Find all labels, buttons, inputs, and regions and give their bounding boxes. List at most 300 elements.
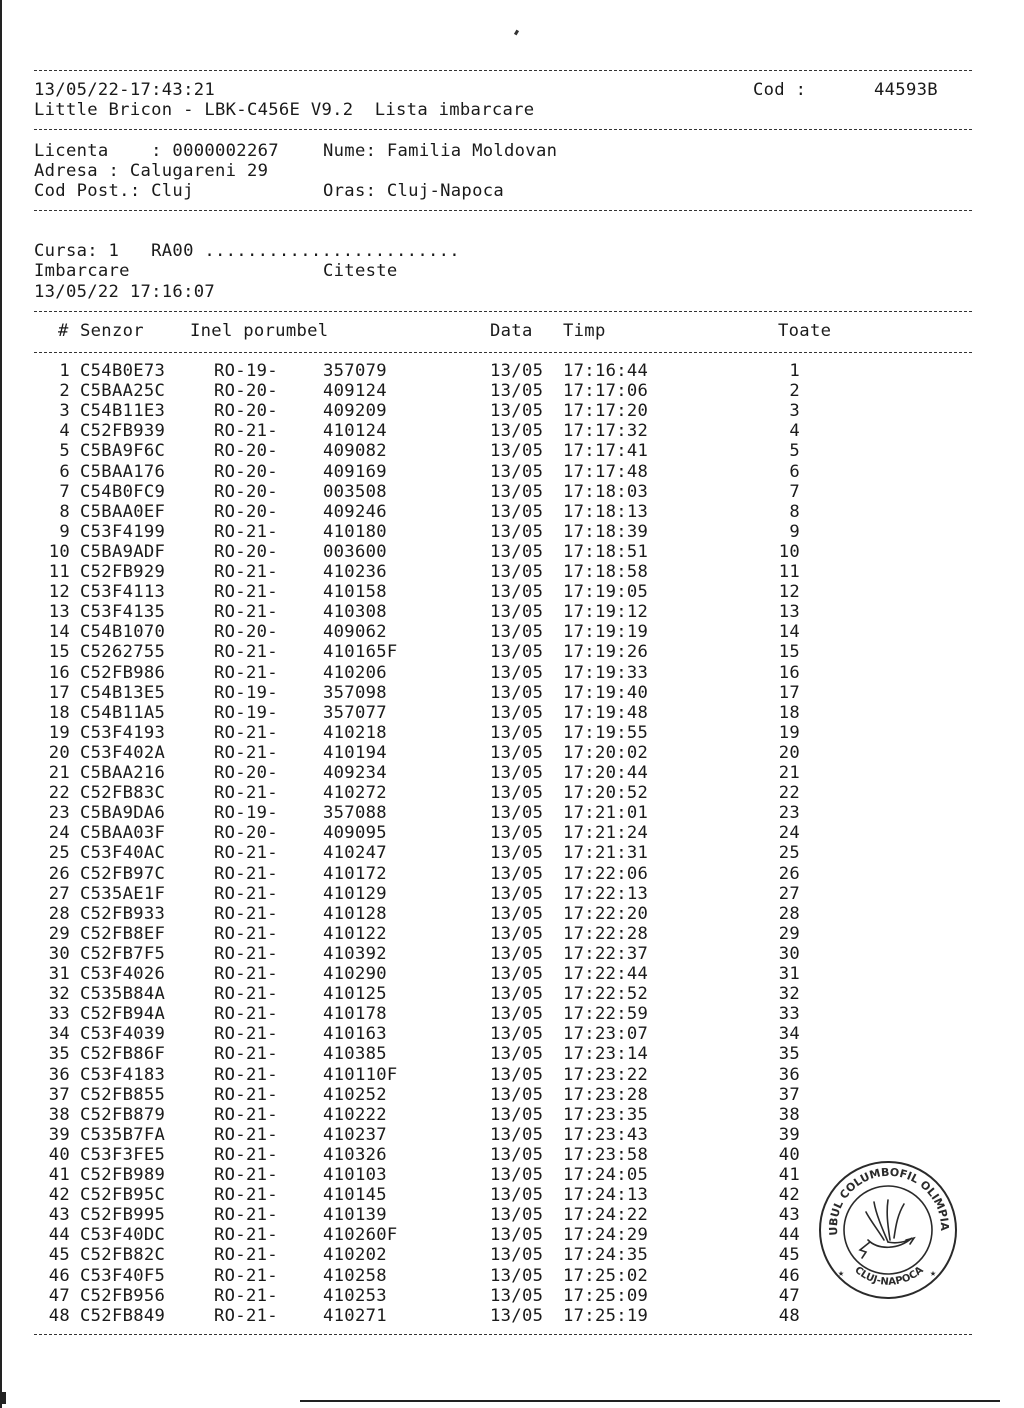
arrival-date: 13/05 — [490, 1305, 544, 1326]
arrival-time: 17:21:31 — [563, 843, 649, 864]
total-rank: 10 — [778, 541, 800, 562]
arrival-time: 17:17:41 — [563, 441, 649, 462]
separator — [34, 311, 972, 312]
table-row — [0, 562, 1024, 582]
total-rank: 26 — [778, 863, 800, 884]
row-index: 4 — [59, 421, 70, 442]
sensor-id: C5BA9DA6 — [80, 803, 166, 824]
row-index: 19 — [48, 722, 70, 743]
scan-speck — [514, 30, 519, 36]
row-index: 47 — [48, 1285, 70, 1306]
arrival-time: 17:25:02 — [563, 1265, 649, 1286]
stamp-bottom-text: CLUJ-NAPOCA — [852, 1264, 926, 1288]
ring-prefix: RO-19- — [214, 702, 278, 723]
ring-prefix: RO-21- — [214, 1004, 278, 1025]
total-rank: 30 — [778, 943, 800, 964]
arrival-date: 13/05 — [490, 783, 544, 804]
total-rank: 22 — [778, 783, 800, 804]
arrival-date: 13/05 — [490, 1144, 544, 1165]
ring-number: 409082 — [323, 441, 387, 462]
ring-prefix: RO-21- — [214, 1165, 278, 1185]
ring-number: 409209 — [323, 401, 387, 422]
arrival-date: 13/05 — [490, 722, 544, 743]
ring-prefix: RO-20- — [214, 541, 278, 562]
ring-prefix: RO-21- — [214, 642, 278, 663]
row-index: 23 — [48, 803, 70, 824]
arrival-date: 13/05 — [490, 763, 544, 783]
total-rank: 31 — [778, 964, 800, 984]
ring-number: 410145 — [323, 1185, 387, 1206]
arrival-date: 13/05 — [490, 1084, 544, 1105]
arrival-time: 17:18:03 — [563, 481, 649, 502]
sensor-id: C5BAA176 — [80, 461, 166, 482]
arrival-date: 13/05 — [490, 883, 544, 904]
total-rank: 37 — [778, 1084, 800, 1105]
table-row — [0, 864, 1024, 884]
arrival-date: 13/05 — [490, 863, 544, 884]
ring-number: 410178 — [323, 1004, 387, 1025]
row-index: 36 — [48, 1064, 70, 1085]
arrival-time: 17:23:28 — [563, 1084, 649, 1105]
row-index: 10 — [48, 541, 70, 562]
table-row — [0, 1105, 1024, 1125]
arrival-time: 17:22:13 — [563, 883, 649, 904]
arrival-date: 13/05 — [490, 361, 544, 381]
col-header-timp: Timp — [563, 321, 606, 341]
arrival-time: 17:18:58 — [563, 562, 649, 582]
arrival-date: 13/05 — [490, 984, 544, 1005]
arrival-date: 13/05 — [490, 682, 544, 703]
ring-prefix: RO-20- — [214, 441, 278, 462]
arrival-time: 17:22:59 — [563, 1004, 649, 1025]
ring-prefix: RO-21- — [214, 1024, 278, 1045]
scan-edge-bottom — [300, 1400, 1000, 1402]
arrival-date: 13/05 — [490, 1285, 544, 1306]
ring-prefix: RO-21- — [214, 1265, 278, 1286]
total-rank: 32 — [778, 984, 800, 1005]
arrival-time: 17:22:52 — [563, 984, 649, 1005]
arrival-date: 13/05 — [490, 823, 544, 844]
total-rank: 7 — [789, 481, 800, 502]
arrival-date: 13/05 — [490, 1265, 544, 1286]
arrival-time: 17:21:01 — [563, 803, 649, 824]
total-rank: 45 — [778, 1245, 800, 1266]
sensor-id: C53F4039 — [80, 1024, 166, 1045]
row-index: 20 — [48, 742, 70, 763]
row-index: 31 — [48, 964, 70, 984]
arrival-date: 13/05 — [490, 1124, 544, 1145]
table-row — [0, 783, 1024, 803]
ring-number: 410180 — [323, 521, 387, 542]
arrival-time: 17:22:20 — [563, 903, 649, 924]
sensor-id: C54B0E73 — [80, 361, 166, 381]
total-rank: 25 — [778, 843, 800, 864]
sensor-id: C54B11E3 — [80, 401, 166, 422]
ring-prefix: RO-20- — [214, 763, 278, 783]
table-row — [0, 1085, 1024, 1105]
table-row — [0, 1044, 1024, 1064]
stamp-top-text: UBUL COLUMBOFIL OLIMPIA — [826, 1165, 952, 1236]
arrival-time: 17:25:19 — [563, 1305, 649, 1326]
ring-prefix: RO-21- — [214, 843, 278, 864]
postal-code: Cod Post.: Cluj — [34, 181, 194, 201]
arrival-date: 13/05 — [490, 1205, 544, 1226]
sensor-id: C53F40F5 — [80, 1265, 166, 1286]
arrival-time: 17:19:12 — [563, 602, 649, 623]
sensor-id: C5BAA03F — [80, 823, 166, 844]
table-row — [0, 441, 1024, 461]
total-rank: 47 — [778, 1285, 800, 1306]
row-index: 12 — [48, 582, 70, 603]
table-row — [0, 542, 1024, 562]
table-row — [0, 763, 1024, 783]
total-rank: 5 — [789, 441, 800, 462]
ring-number: 357077 — [323, 702, 387, 723]
total-rank: 48 — [778, 1305, 800, 1326]
sensor-id: C53F40AC — [80, 843, 166, 864]
licenta: Licenta : 0000002267 — [34, 141, 279, 161]
ring-prefix: RO-21- — [214, 421, 278, 442]
sensor-id: C52FB956 — [80, 1285, 166, 1306]
ring-number: 409234 — [323, 763, 387, 783]
row-index: 27 — [48, 883, 70, 904]
row-index: 40 — [48, 1144, 70, 1165]
total-rank: 39 — [778, 1124, 800, 1145]
ring-number: 410165F — [323, 642, 398, 663]
race-datetime: 13/05/22 17:16:07 — [34, 282, 216, 302]
ring-number: 410139 — [323, 1205, 387, 1226]
total-rank: 18 — [778, 702, 800, 723]
total-rank: 15 — [778, 642, 800, 663]
arrival-time: 17:18:13 — [563, 501, 649, 522]
arrival-time: 17:17:06 — [563, 381, 649, 402]
ring-number: 410392 — [323, 943, 387, 964]
total-rank: 13 — [778, 602, 800, 623]
row-index: 6 — [59, 461, 70, 482]
table-row — [0, 944, 1024, 964]
row-index: 33 — [48, 1004, 70, 1025]
ring-prefix: RO-21- — [214, 1144, 278, 1165]
table-row — [0, 622, 1024, 642]
cod-value: 44593B — [874, 80, 938, 100]
row-index: 7 — [59, 481, 70, 502]
ring-number: 410163 — [323, 1024, 387, 1045]
sensor-id: C54B13E5 — [80, 682, 166, 703]
arrival-time: 17:19:19 — [563, 622, 649, 643]
row-index: 18 — [48, 702, 70, 723]
row-index: 9 — [59, 521, 70, 542]
row-index: 16 — [48, 662, 70, 683]
ring-prefix: RO-20- — [214, 622, 278, 643]
sensor-id: C52FB879 — [80, 1104, 166, 1125]
sensor-id: C52FB855 — [80, 1084, 166, 1105]
table-row — [0, 1024, 1024, 1044]
arrival-date: 13/05 — [490, 562, 544, 582]
arrival-date: 13/05 — [490, 501, 544, 522]
row-index: 44 — [48, 1225, 70, 1246]
arrival-time: 17:20:52 — [563, 783, 649, 804]
arrival-date: 13/05 — [490, 943, 544, 964]
arrival-date: 13/05 — [490, 622, 544, 643]
ring-prefix: RO-21- — [214, 521, 278, 542]
sensor-id: C5BAA0EF — [80, 501, 166, 522]
arrival-time: 17:20:44 — [563, 763, 649, 783]
total-rank: 2 — [789, 381, 800, 402]
ring-number: 410236 — [323, 562, 387, 582]
sensor-id: C52FB929 — [80, 562, 166, 582]
ring-number: 357079 — [323, 361, 387, 381]
table-row — [0, 984, 1024, 1004]
row-index: 46 — [48, 1265, 70, 1286]
total-rank: 21 — [778, 763, 800, 783]
table-row — [0, 1125, 1024, 1145]
ring-prefix: RO-21- — [214, 923, 278, 944]
separator — [34, 129, 972, 130]
ring-number: 410128 — [323, 903, 387, 924]
total-rank: 38 — [778, 1104, 800, 1125]
ring-prefix: RO-20- — [214, 401, 278, 422]
arrival-date: 13/05 — [490, 803, 544, 824]
total-rank: 40 — [778, 1144, 800, 1165]
row-index: 38 — [48, 1104, 70, 1125]
table-row — [0, 843, 1024, 863]
cod-label: Cod : — [753, 80, 807, 100]
arrival-date: 13/05 — [490, 1044, 544, 1065]
ring-number: 410290 — [323, 964, 387, 984]
table-row — [0, 1065, 1024, 1085]
sensor-id: C53F4026 — [80, 964, 166, 984]
arrival-time: 17:23:43 — [563, 1124, 649, 1145]
arrival-date: 13/05 — [490, 843, 544, 864]
arrival-time: 17:19:05 — [563, 582, 649, 603]
arrival-date: 13/05 — [490, 1185, 544, 1206]
ring-number: 409095 — [323, 823, 387, 844]
arrival-date: 13/05 — [490, 923, 544, 944]
table-row — [0, 964, 1024, 984]
arrival-time: 17:22:37 — [563, 943, 649, 964]
ring-prefix: RO-20- — [214, 461, 278, 482]
ring-number: 410124 — [323, 421, 387, 442]
ring-number: 410237 — [323, 1124, 387, 1145]
row-index: 21 — [48, 763, 70, 783]
total-rank: 20 — [778, 742, 800, 763]
arrival-time: 17:18:51 — [563, 541, 649, 562]
arrival-date: 13/05 — [490, 1004, 544, 1025]
row-index: 35 — [48, 1044, 70, 1065]
ring-number: 409246 — [323, 501, 387, 522]
sensor-id: C5262755 — [80, 642, 166, 663]
ring-number: 003508 — [323, 481, 387, 502]
sensor-id: C5BAA216 — [80, 763, 166, 783]
total-rank: 16 — [778, 662, 800, 683]
row-index: 14 — [48, 622, 70, 643]
row-index: 32 — [48, 984, 70, 1005]
row-index: 24 — [48, 823, 70, 844]
ring-number: 410252 — [323, 1084, 387, 1105]
sensor-id: C53F4193 — [80, 722, 166, 743]
ring-number: 410258 — [323, 1265, 387, 1286]
stamp-svg — [816, 1158, 960, 1302]
row-index: 17 — [48, 682, 70, 703]
device-title: Little Bricon - LBK-C456E V9.2 Lista imbarcare — [34, 100, 535, 120]
ring-number: 410206 — [323, 662, 387, 683]
sensor-id: C5BAA25C — [80, 381, 166, 402]
ring-number: 409169 — [323, 461, 387, 482]
arrival-time: 17:22:06 — [563, 863, 649, 884]
total-rank: 11 — [778, 562, 800, 582]
table-row — [0, 663, 1024, 683]
table-row — [0, 904, 1024, 924]
sensor-id: C52FB97C — [80, 863, 166, 884]
sensor-id: C53F40DC — [80, 1225, 166, 1246]
city: Oras: Cluj-Napoca — [323, 181, 505, 201]
ring-number: 410110F — [323, 1064, 398, 1085]
separator — [34, 70, 972, 71]
arrival-time: 17:24:29 — [563, 1225, 649, 1246]
col-header-senzor: Senzor — [80, 321, 144, 341]
owner-address: Adresa : Calugareni 29 — [34, 161, 269, 181]
arrival-time: 17:17:32 — [563, 421, 649, 442]
ring-prefix: RO-21- — [214, 1305, 278, 1326]
ring-number: 410253 — [323, 1285, 387, 1306]
ring-number: 409124 — [323, 381, 387, 402]
sensor-id: C535AE1F — [80, 883, 166, 904]
arrival-time: 17:22:28 — [563, 923, 649, 944]
ring-number: 410247 — [323, 843, 387, 864]
arrival-time: 17:24:05 — [563, 1165, 649, 1185]
arrival-date: 13/05 — [490, 702, 544, 723]
col-header-inel: Inel porumbel — [190, 321, 329, 341]
row-index: 37 — [48, 1084, 70, 1105]
sensor-id: C52FB83C — [80, 783, 166, 804]
row-index: 28 — [48, 903, 70, 924]
table-row — [0, 703, 1024, 723]
arrival-time: 17:17:20 — [563, 401, 649, 422]
ring-number: 410222 — [323, 1104, 387, 1125]
ring-prefix: RO-19- — [214, 682, 278, 703]
row-index: 48 — [48, 1305, 70, 1326]
table-row — [0, 381, 1024, 401]
total-rank: 12 — [778, 582, 800, 603]
dove-icon — [860, 1200, 914, 1258]
ring-prefix: RO-21- — [214, 883, 278, 904]
ring-number: 410218 — [323, 722, 387, 743]
ring-prefix: RO-21- — [214, 582, 278, 603]
ring-prefix: RO-21- — [214, 984, 278, 1005]
arrival-date: 13/05 — [490, 1245, 544, 1266]
ring-prefix: RO-20- — [214, 823, 278, 844]
table-row — [0, 1004, 1024, 1024]
ring-number: 410385 — [323, 1044, 387, 1065]
arrival-time: 17:24:13 — [563, 1185, 649, 1206]
row-index: 42 — [48, 1185, 70, 1206]
ring-number: 410308 — [323, 602, 387, 623]
sensor-id: C53F402A — [80, 742, 166, 763]
race-imbarcare: Imbarcare — [34, 261, 130, 281]
row-index: 22 — [48, 783, 70, 804]
total-rank: 24 — [778, 823, 800, 844]
total-rank: 33 — [778, 1004, 800, 1025]
ring-prefix: RO-20- — [214, 481, 278, 502]
arrival-time: 17:23:07 — [563, 1024, 649, 1045]
sensor-id: C5BA9ADF — [80, 541, 166, 562]
arrival-date: 13/05 — [490, 742, 544, 763]
col-header-toate: Toate — [778, 321, 832, 341]
arrival-time: 17:25:09 — [563, 1285, 649, 1306]
star-icon: ★ — [930, 1268, 937, 1279]
ring-prefix: RO-21- — [214, 1064, 278, 1085]
row-index: 8 — [59, 501, 70, 522]
sensor-id: C52FB8EF — [80, 923, 166, 944]
row-index: 25 — [48, 843, 70, 864]
row-index: 41 — [48, 1165, 70, 1185]
arrival-time: 17:21:24 — [563, 823, 649, 844]
arrival-time: 17:24:22 — [563, 1205, 649, 1226]
sensor-id: C53F3FE5 — [80, 1144, 166, 1165]
arrival-date: 13/05 — [490, 642, 544, 663]
total-rank: 3 — [789, 401, 800, 422]
ring-prefix: RO-20- — [214, 381, 278, 402]
ring-number: 410326 — [323, 1144, 387, 1165]
ring-prefix: RO-21- — [214, 1225, 278, 1246]
ring-prefix: RO-21- — [214, 562, 278, 582]
arrival-time: 17:16:44 — [563, 361, 649, 381]
col-header-idx: # — [58, 321, 69, 341]
arrival-date: 13/05 — [490, 1165, 544, 1185]
ring-prefix: RO-21- — [214, 1124, 278, 1145]
separator — [34, 352, 972, 353]
owner-name: Nume: Familia Moldovan — [323, 141, 558, 161]
ring-number: 357098 — [323, 682, 387, 703]
total-rank: 19 — [778, 722, 800, 743]
row-index: 26 — [48, 863, 70, 884]
arrival-date: 13/05 — [490, 1225, 544, 1246]
arrival-date: 13/05 — [490, 421, 544, 442]
sensor-id: C54B1070 — [80, 622, 166, 643]
sensor-id: C52FB94A — [80, 1004, 166, 1025]
ring-prefix: RO-21- — [214, 943, 278, 964]
table-row — [0, 602, 1024, 622]
race-citeste: Citeste — [323, 261, 398, 281]
arrival-time: 17:22:44 — [563, 964, 649, 984]
row-index: 1 — [59, 361, 70, 381]
ring-prefix: RO-21- — [214, 662, 278, 683]
race-cursa: Cursa: 1 RA00 ........................ — [34, 241, 460, 261]
arrival-time: 17:19:55 — [563, 722, 649, 743]
total-rank: 9 — [789, 521, 800, 542]
total-rank: 41 — [778, 1165, 800, 1185]
ring-prefix: RO-21- — [214, 783, 278, 804]
total-rank: 28 — [778, 903, 800, 924]
arrival-date: 13/05 — [490, 1024, 544, 1045]
table-row — [0, 421, 1024, 441]
ring-prefix: RO-21- — [214, 1185, 278, 1206]
row-index: 13 — [48, 602, 70, 623]
ring-prefix: RO-21- — [214, 1104, 278, 1125]
arrival-date: 13/05 — [490, 964, 544, 984]
row-index: 39 — [48, 1124, 70, 1145]
ring-number: 410271 — [323, 1305, 387, 1326]
sensor-id: C53F4183 — [80, 1064, 166, 1085]
arrival-date: 13/05 — [490, 381, 544, 402]
ring-number: 410202 — [323, 1245, 387, 1266]
arrival-date: 13/05 — [490, 441, 544, 462]
table-row — [0, 823, 1024, 843]
arrival-time: 17:24:35 — [563, 1245, 649, 1266]
ring-prefix: RO-21- — [214, 964, 278, 984]
ring-prefix: RO-21- — [214, 742, 278, 763]
arrival-time: 17:23:14 — [563, 1044, 649, 1065]
